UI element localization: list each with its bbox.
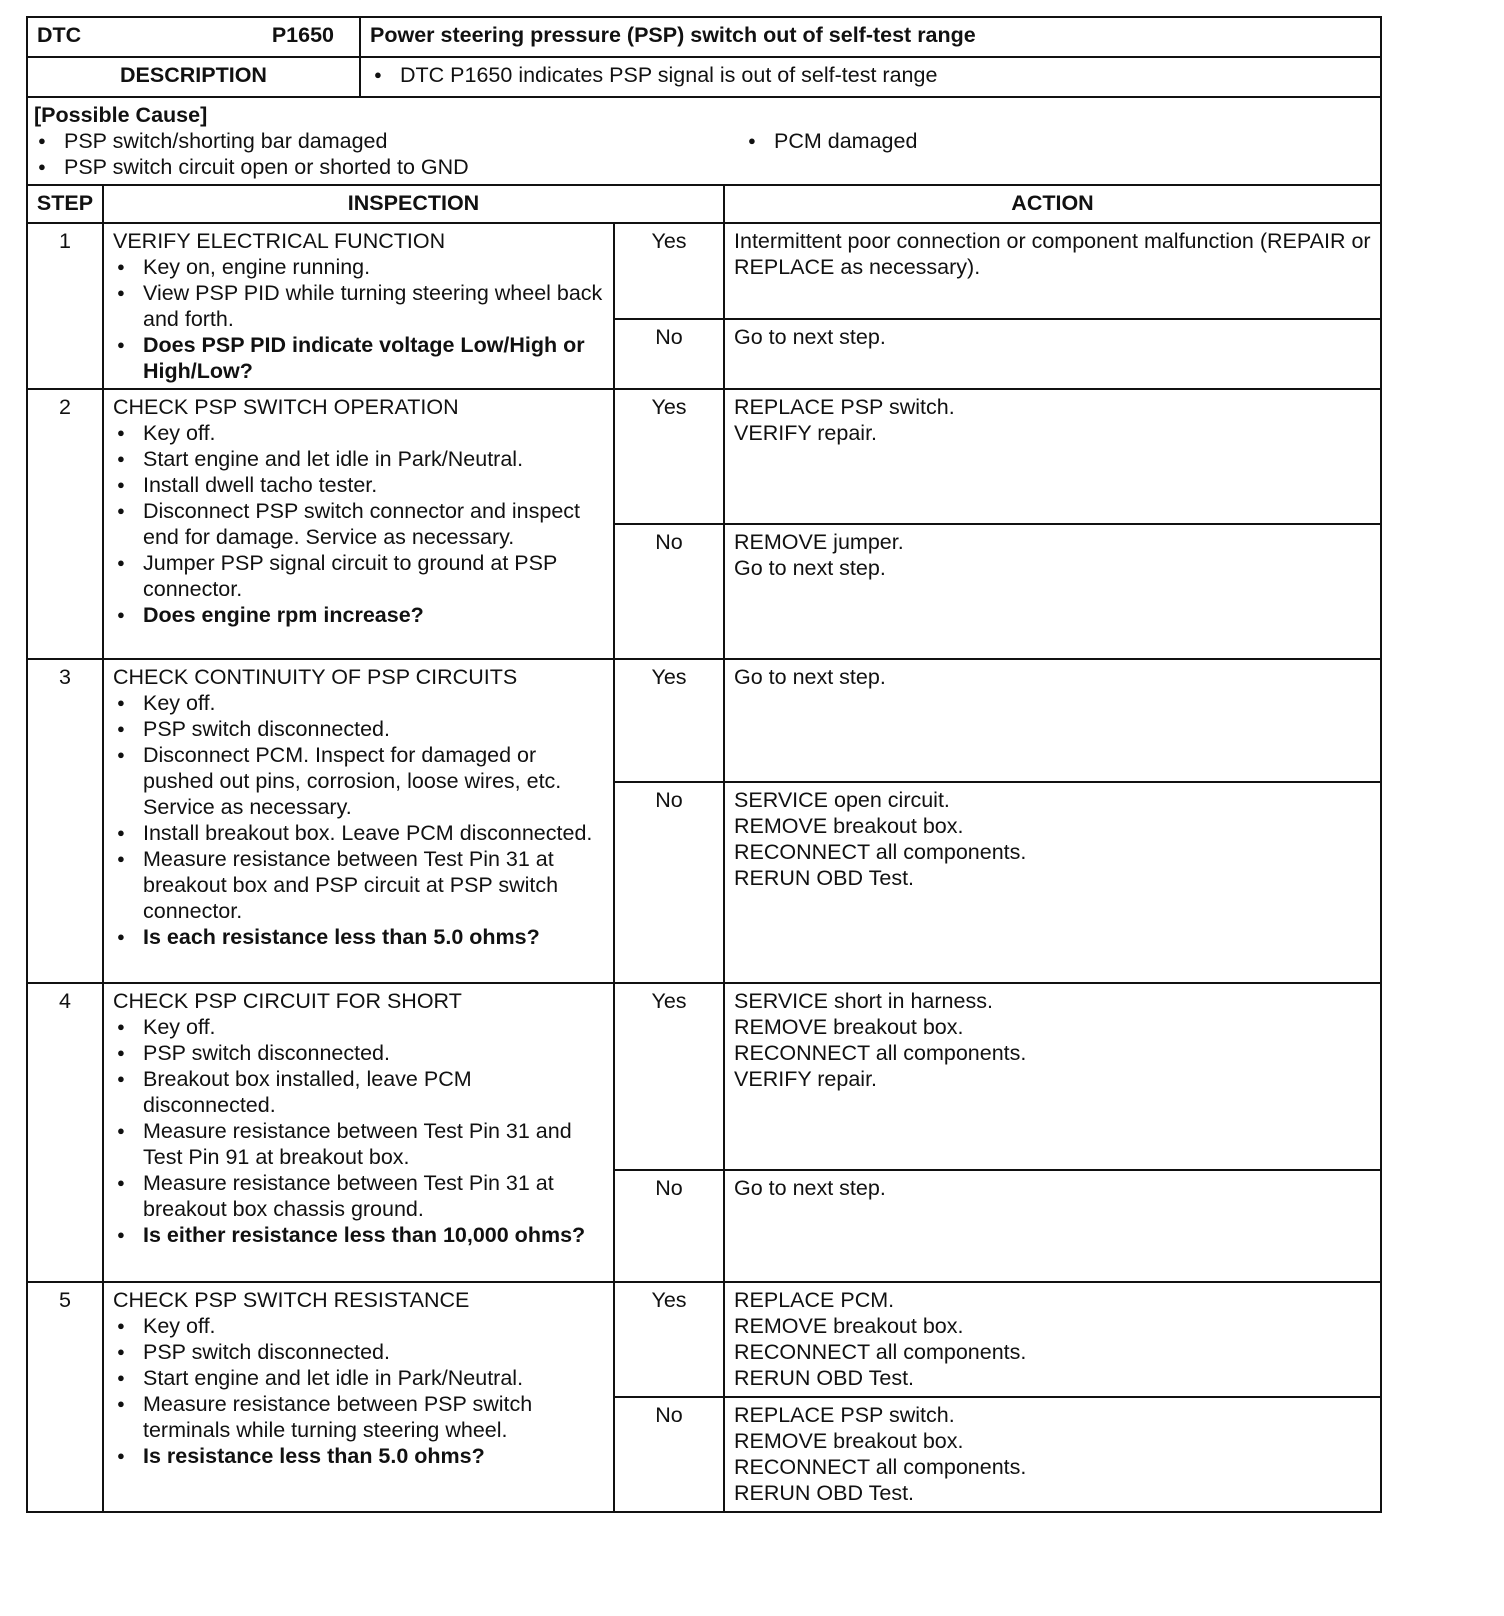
column-header-inspection: INSPECTION [103,185,724,223]
step-item: ● Start engine and let idle in Park/Neutral. [113,446,604,472]
no-action [724,319,1381,389]
step-row [27,659,1381,782]
step-item: ● Key off. [113,1014,604,1040]
diagnostic-sheet [26,16,1380,1513]
step-question: ● Is either resistance less than 10,000 ohms? [113,1222,604,1248]
yes-action-text: Go to next step. [734,665,886,689]
step-item: ● Measure resistance between Test Pin 31 and Test Pin 91 at breakout box. [113,1118,604,1170]
possible-cause-cell [27,97,1381,185]
step-item: ● Key on, engine running. [113,254,604,280]
step-item: ● Measure resistance between Test Pin 31 at breakout box and PSP circuit at PSP switch connector. [113,846,604,924]
no-action [724,782,1381,983]
step-item: ● Install dwell tacho tester. [113,472,604,498]
yes-action [724,389,1381,524]
step-item: ● PSP switch disconnected. [113,716,604,742]
step-number: 3 [27,659,103,983]
no-action [724,1397,1381,1512]
dtc-label: DTC [37,23,82,47]
step-item: ● PSP switch disconnected. [113,1040,604,1066]
step-item: ● Jumper PSP signal circuit to ground at PSP connector. [113,550,604,602]
no-action [724,1170,1381,1282]
possible-cause-row [27,97,1381,185]
step-item: ● PSP switch disconnected. [113,1339,604,1365]
step-question: ● Is resistance less than 5.0 ohms? [113,1443,604,1469]
step-number: 5 [27,1282,103,1512]
dtc-row [27,17,1381,57]
diagnostic-table [26,16,1382,1513]
possible-cause-title: [Possible Cause] [34,103,208,127]
no-action-text: Go to next step. [734,324,886,349]
step-inspection [103,659,614,983]
description-row [27,57,1381,97]
step-title: CHECK PSP SWITCH OPERATION [113,395,459,419]
description-cell [360,57,1381,97]
yes-action-text: REPLACE PSP switch. VERIFY repair. [734,395,955,445]
yes-action-text: Intermittent poor connection or component malfunction (REPAIR or REPLACE as necessary). [734,229,1371,279]
step-row [27,389,1381,524]
step-item: ● Disconnect PCM. Inspect for damaged or pushed out pins, corrosion, loose wires, etc. Service as necessary. [113,742,604,820]
step-question: ● Does engine rpm increase? [113,602,604,628]
step-inspection [103,1282,614,1512]
step-item: ● View PSP PID while turning steering wheel back and forth. [113,280,604,332]
step-row [27,1282,1381,1397]
step-title: CHECK PSP CIRCUIT FOR SHORT [113,989,462,1013]
no-label: No [614,524,724,659]
yes-label: Yes [614,659,724,782]
step-row [27,983,1381,1170]
column-header-row [27,185,1381,223]
no-action-text: Go to next step. [734,1176,886,1200]
step-question: ● Is each resistance less than 5.0 ohms? [113,924,604,950]
step-title: VERIFY ELECTRICAL FUNCTION [113,229,446,253]
step-item: ● Key off. [113,690,604,716]
step-item: ● Key off. [113,1313,604,1339]
step-question: ● Does PSP PID indicate voltage Low/High or High/Low? [113,332,604,384]
step-row [27,223,1381,319]
yes-action [724,1282,1381,1397]
step-item: ● Install breakout box. Leave PCM disconnected. [113,820,604,846]
step-item: ● Start engine and let idle in Park/Neutral. [113,1365,604,1391]
no-label: No [614,1397,724,1512]
no-action-text: REMOVE jumper. Go to next step. [734,530,904,580]
cause-item: ● PSP switch circuit open or shorted to GND [34,154,744,180]
step-item: ● Measure resistance between Test Pin 31 at breakout box chassis ground. [113,1170,604,1222]
yes-label: Yes [614,223,724,319]
step-number: 2 [27,389,103,659]
cause-list-left [34,128,744,180]
description-label: DESCRIPTION [27,57,360,97]
cause-item: ● PSP switch/shorting bar damaged [34,128,744,154]
yes-action-text: REPLACE PCM. REMOVE breakout box. RECONNECT all components. RERUN OBD Test. [734,1288,1027,1390]
step-number: 4 [27,983,103,1282]
step-item: ● Measure resistance between PSP switch terminals while turning steering wheel. [113,1391,604,1443]
no-action-text: SERVICE open circuit. REMOVE breakout box. RECONNECT all components. RERUN OBD Test. [734,788,1027,890]
yes-action-text: SERVICE short in harness. REMOVE breakout box. RECONNECT all components. VERIFY repair. [734,989,1027,1091]
yes-label: Yes [614,1282,724,1397]
column-header-action: ACTION [724,185,1381,223]
step-title: CHECK PSP SWITCH RESISTANCE [113,1288,470,1312]
step-title: CHECK CONTINUITY OF PSP CIRCUITS [113,665,518,689]
step-number: 1 [27,223,103,389]
step-item: ● Key off. [113,420,604,446]
step-item: ● Disconnect PSP switch connector and inspect end for damage. Service as necessary. [113,498,604,550]
yes-action [724,223,1381,319]
cause-list-right [744,128,917,180]
yes-action [724,983,1381,1170]
description-text: ● DTC P1650 indicates PSP signal is out of self-test range [370,62,1371,88]
no-label: No [614,1170,724,1282]
column-header-step: STEP [27,185,103,223]
no-label: No [614,319,724,389]
dtc-cell [27,17,360,57]
step-item: ● Breakout box installed, leave PCM disconnected. [113,1066,604,1118]
dtc-code: P1650 [271,23,335,47]
dtc-title: Power steering pressure (PSP) switch out of self-test range [360,17,1381,57]
yes-label: Yes [614,389,724,524]
step-inspection [103,223,614,389]
yes-action [724,659,1381,782]
step-inspection [103,983,614,1282]
no-action [724,524,1381,659]
yes-label: Yes [614,983,724,1170]
no-label: No [614,782,724,983]
no-action-text: REPLACE PSP switch. REMOVE breakout box. RECONNECT all components. RERUN OBD Test. [734,1403,1027,1505]
step-inspection [103,389,614,659]
cause-item: ● PCM damaged [744,128,917,154]
